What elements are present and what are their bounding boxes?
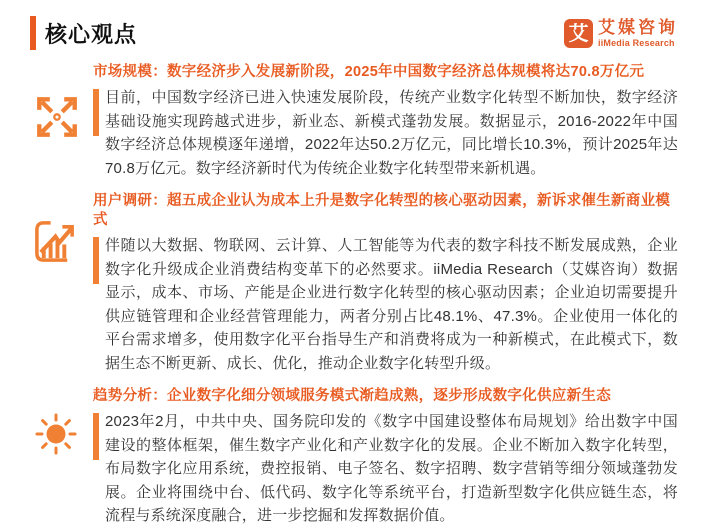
- expand-arrows-icon: [32, 92, 82, 142]
- page-title: 核心观点: [45, 21, 138, 47]
- section-heading: 用户调研：超五成企业认为成本上升是数字化转型的核心驱动因素，新诉求催生新商业模式: [93, 193, 671, 228]
- section-body-text: 2023年2月，中共中央、国务院印发的《数字中国建设整体布局规划》给出数字中国建设的整体框架，催生数字产业化和产业数字化的发展。企业不断加入数字化转型，布局数字化应用系统，费控报销、电子签名、数字招聘、数字营销等细分领域蓬勃发展。企业将围绕中台、低代码、数字化等系统平台，打造新型数字化供应链生态，将流程与系统深度融合，进一步挖掘和发挥数据价值。: [105, 413, 678, 524]
- logo-name-cn: 艾媒咨询: [598, 18, 678, 37]
- section-accent-bar: [93, 413, 99, 460]
- section-heading: 趋势分析：企业数字化细分领域服务模式渐趋成熟，逐步形成数字化供应新生态: [93, 388, 611, 404]
- section-accent-bar: [93, 237, 99, 284]
- section-heading: 市场规模：数字经济步入发展新阶段，2025年中国数字经济总体规模将达70.8万亿元: [93, 64, 645, 80]
- iimedia-logo-icon: 艾: [564, 19, 593, 48]
- sun-icon: [34, 412, 78, 456]
- logo-name-en: iiMedia Research: [598, 37, 675, 48]
- logo-text-block: [598, 19, 678, 48]
- trend-bar-chart-icon: [32, 218, 79, 265]
- title-block: [30, 16, 137, 50]
- title-accent-bar: [30, 16, 36, 50]
- section-trend-analysis: [30, 387, 678, 528]
- core-viewpoints-list: [30, 63, 678, 528]
- page-header: [30, 16, 678, 62]
- section-user-research: [30, 192, 678, 375]
- iimedia-logo: [564, 19, 678, 48]
- section-body-text: 目前，中国数字经济已进入快速发展阶段，传统产业数字化转型不断加快，数字经济基础设施实现跨越式进步，新业态、新模式蓬勃发展。数据显示，2016-2022年中国数字经济总体规模逐年递增，2022年达50.2万亿元，同比增长10.3%，预计2025年达70.8万亿元。数字经济新时代为传统企业数字化转型带来新机遇。: [105, 89, 678, 177]
- section-body-wrap: [93, 410, 678, 528]
- section-body-text: 伴随以大数据、物联网、云计算、人工智能等为代表的数字科技不断发展成熟，企业数字化升级成企业消费结构变革下的必然要求。iiMedia Research（艾媒咨询）数据显示，成本、市场、产能是企业进行数字化转型的核心驱动因素；企业迫切需要提升供应链管理和企业经营管理能力，两者分别占比48.1%、47.3%。企业使用一体化的平台需求增多，使用数字化平台指导生产和消费将成为一种新模式，在此模式下，数据生态不断更新、成长、优化，推动企业数字化转型升级。: [105, 237, 678, 372]
- section-market-scale: [30, 63, 678, 180]
- section-accent-bar: [93, 89, 99, 136]
- section-body-wrap: [93, 86, 678, 180]
- section-body-wrap: [93, 234, 678, 375]
